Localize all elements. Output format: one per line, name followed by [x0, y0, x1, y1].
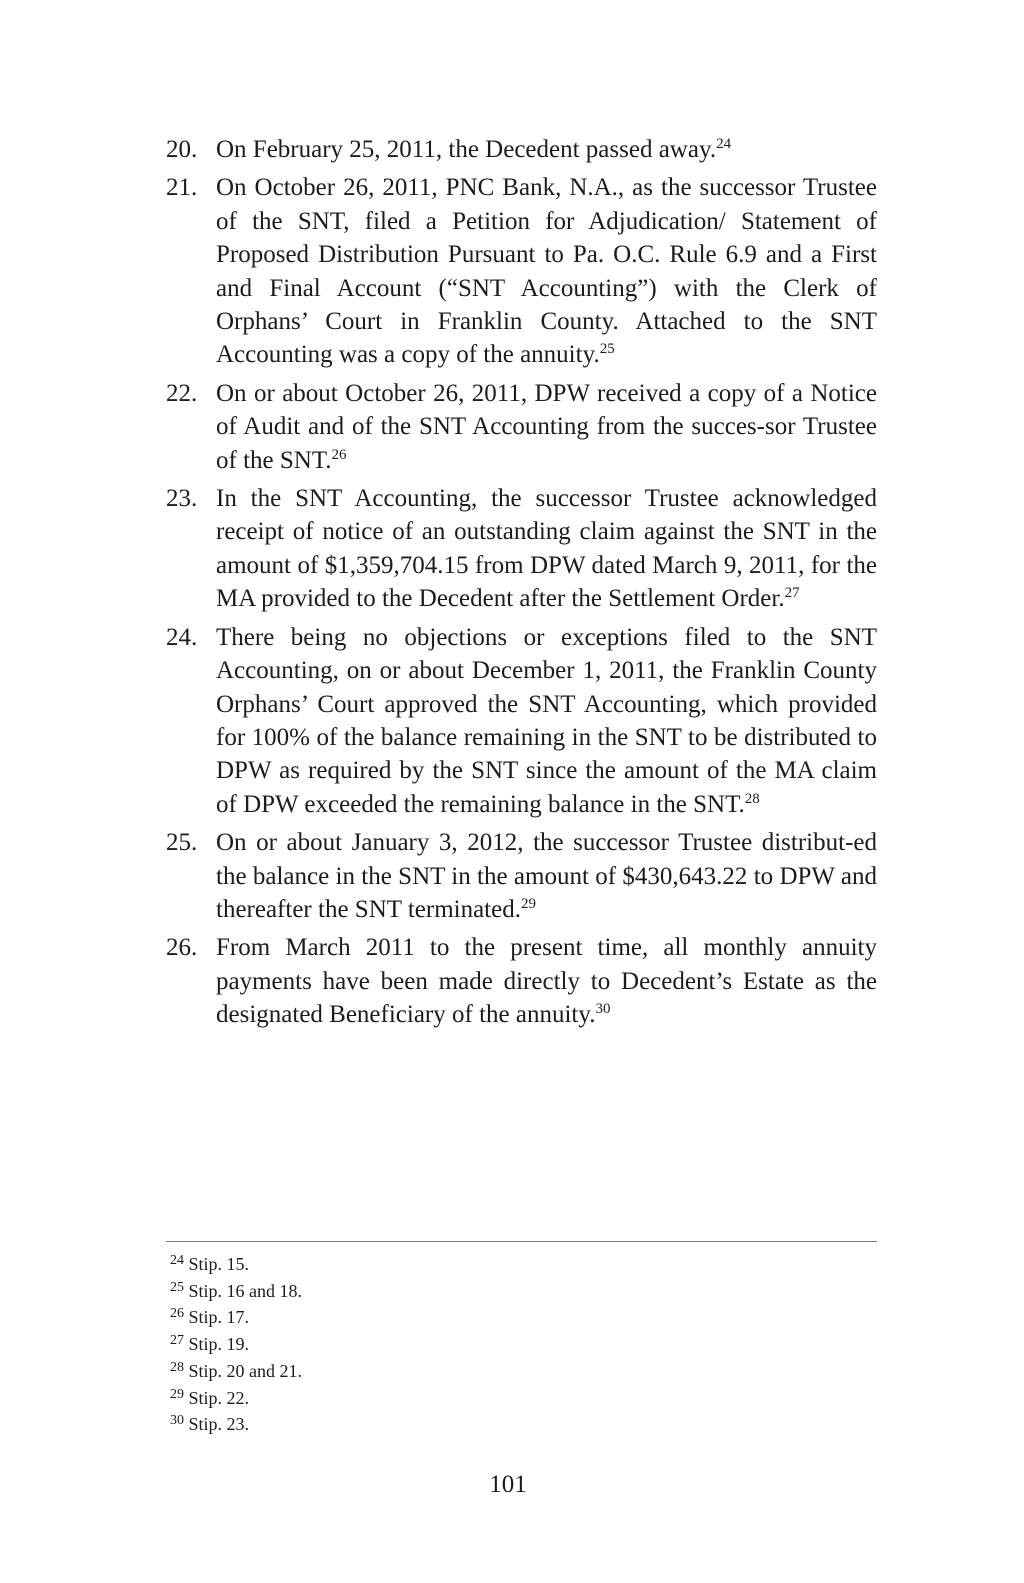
- footnote-number: 27: [170, 1333, 184, 1349]
- footnote-text: Stip. 23.: [188, 1414, 250, 1435]
- footnote-number: 29: [170, 1386, 184, 1402]
- footnote-30: [170, 1411, 302, 1438]
- paragraph-22: [166, 377, 877, 477]
- paragraph-number: 24.: [166, 623, 198, 651]
- footnote-reference: 25: [599, 341, 615, 358]
- paragraph-24: [166, 621, 877, 821]
- footnote-text: Stip. 20 and 21.: [188, 1360, 303, 1381]
- footnote-reference: 27: [784, 585, 800, 602]
- footnote-26: [170, 1304, 302, 1331]
- footnote-text: Stip. 15.: [188, 1254, 250, 1274]
- footnote-28: [170, 1358, 302, 1385]
- footnote-reference: 30: [595, 1001, 611, 1018]
- footnote-25: [170, 1278, 302, 1305]
- footnote-text: Stip. 17.: [188, 1307, 250, 1328]
- page-number: 101: [489, 1471, 527, 1498]
- paragraph-text: On or about January 3, 2012, the successor Trustee distribut-ed the balance in the SNT in the amount of $430,643.22 to DPW and thereafter the SNT terminated.: [216, 829, 877, 923]
- footnote-text: Stip. 16 and 18.: [188, 1280, 303, 1301]
- paragraph-23: [166, 482, 877, 616]
- footnote-27: [170, 1331, 302, 1358]
- footnote-number: 25: [170, 1279, 184, 1295]
- footnote-number: 30: [170, 1413, 184, 1429]
- footnote-reference: 24: [716, 136, 732, 152]
- paragraph-26: [166, 931, 877, 1031]
- footnote-number: 26: [170, 1306, 184, 1322]
- footnote-text: Stip. 22.: [188, 1387, 250, 1408]
- paragraph-21: [166, 171, 877, 371]
- footnote-reference: 28: [744, 790, 760, 807]
- paragraph-text: In the SNT Accounting, the successor Trustee acknowledged receipt of notice of an outstanding claim against the SNT in the amount of $1,359,704.15 from DPW dated March 9, 2011, for the MA provided to the Decedent after the Settlement Order.: [216, 485, 877, 613]
- footnote-number: 28: [170, 1359, 184, 1375]
- footnote-reference: 26: [331, 446, 347, 463]
- footnote-29: [170, 1385, 302, 1412]
- footnote-24: [170, 1251, 302, 1278]
- paragraph-text: There being no objections or exceptions filed to the SNT Accounting, on or about December 1, 2011, the Franklin County Orphans’ Court approved the SNT Accounting, which provided for 100% of the balance remaining in the SNT to be distributed to DPW as required by the SNT since the amount of the MA claim of DPW exceeded the remaining balance in the SNT.: [216, 623, 877, 818]
- paragraph-25: [166, 826, 877, 926]
- paragraph-number: 23.: [166, 485, 198, 513]
- paragraph-number: 20.: [166, 136, 198, 163]
- paragraph-text: From March 2011 to the present time, all monthly annuity payments have been made directly to Decedent’s Estate as the designated Beneficiary of the annuity.: [216, 934, 877, 1029]
- footnote-list: [170, 1251, 302, 1438]
- paragraph-20: [166, 133, 877, 166]
- paragraph-number: 21.: [166, 174, 198, 202]
- footnote-separator: [166, 1241, 877, 1242]
- paragraph-text: On or about October 26, 2011, DPW received a copy of a Notice of Audit and of the SNT Accounting from the succes-sor Trustee of the SNT.: [216, 379, 877, 474]
- footnote-reference: 29: [520, 895, 536, 912]
- paragraph-number: 25.: [166, 829, 198, 857]
- footnote-text: Stip. 19.: [188, 1334, 250, 1355]
- numbered-paragraph-list: [166, 133, 877, 1037]
- paragraph-text: On October 26, 2011, PNC Bank, N.A., as the successor Trustee of the SNT, filed a Petition for Adjudication/ Statement of Proposed Distribution Pursuant to Pa. O.C. Rule 6.9 and a First and Final Account (“SNT Accounting”) with the Clerk of Orphans’ Court in Franklin County. Attached to the SNT Accounting was a copy of the annuity.: [216, 174, 877, 369]
- footnote-number: 24: [170, 1253, 184, 1268]
- paragraph-number: 22.: [166, 379, 198, 407]
- paragraph-number: 26.: [166, 934, 198, 962]
- paragraph-text: On February 25, 2011, the Decedent passed away.: [216, 136, 717, 163]
